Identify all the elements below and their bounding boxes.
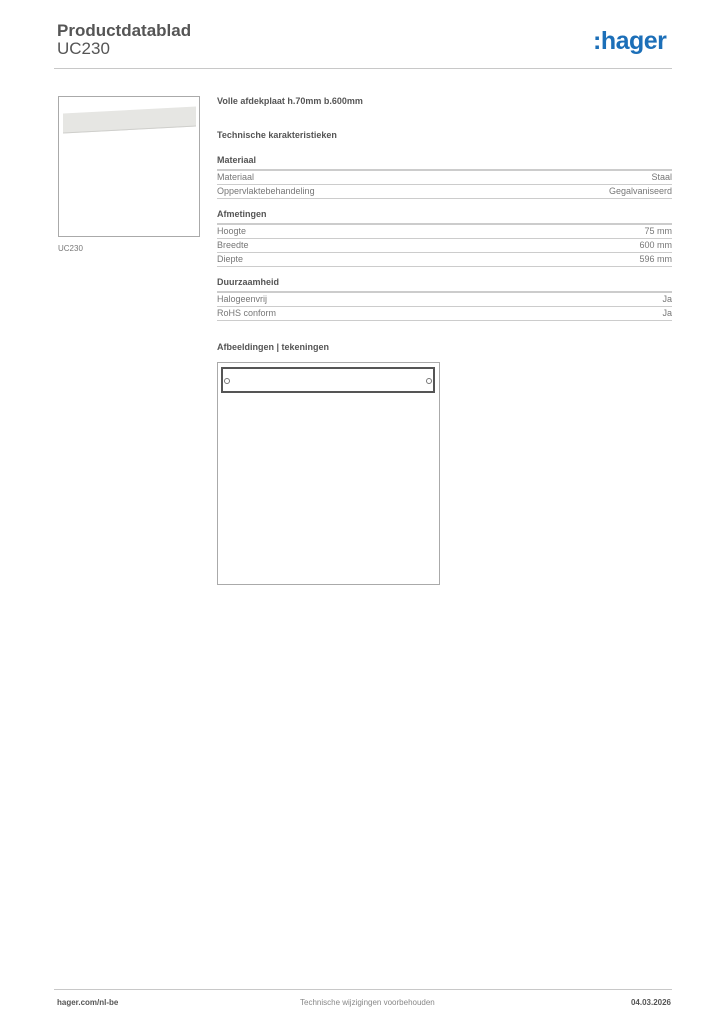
spec-row [217, 253, 672, 267]
spec-group-materiaal [217, 155, 672, 199]
spec-group-title: Materiaal [217, 155, 672, 171]
spec-value: Gegalvaniseerd [608, 186, 672, 196]
spec-row [217, 171, 672, 185]
spec-group-title: Duurzaamheid [217, 277, 672, 293]
spec-group-title: Afmetingen [217, 209, 672, 225]
spec-label: Halogeenvrij [217, 294, 268, 304]
page-title: Productdatablad [57, 21, 192, 40]
spec-value: Ja [662, 294, 672, 304]
spec-group-afmetingen [217, 209, 672, 267]
spec-group-duurzaamheid [217, 277, 672, 321]
mounting-hole [426, 378, 432, 384]
cover-plate-photo [63, 107, 196, 134]
spec-value: 600 mm [639, 240, 672, 250]
drawings-heading: Afbeeldingen | tekeningen [217, 342, 330, 352]
plate-outline [221, 367, 435, 393]
spec-row [217, 307, 672, 321]
spec-row [217, 225, 672, 239]
spec-label: Diepte [217, 254, 244, 264]
spec-value: 75 mm [644, 226, 672, 236]
technical-drawing [217, 362, 440, 585]
product-code: UC230 [57, 39, 110, 58]
spec-row [217, 293, 672, 307]
spec-label: RoHS conform [217, 308, 277, 318]
spec-label: Breedte [217, 240, 249, 250]
spec-row [217, 185, 672, 199]
footer-date: 04.03.2026 [630, 998, 671, 1007]
mounting-hole [224, 378, 230, 384]
product-image-caption: UC230 [58, 244, 83, 253]
spec-row [217, 239, 672, 253]
hager-logo: :hager [593, 27, 667, 55]
spec-value: Staal [651, 172, 672, 182]
footer-divider [54, 989, 672, 990]
product-name: Volle afdekplaat h.70mm b.600mm [217, 96, 363, 106]
product-image [58, 96, 200, 237]
spec-value: Ja [662, 308, 672, 318]
spec-value: 596 mm [639, 254, 672, 264]
spec-label: Oppervlaktebehandeling [217, 186, 315, 196]
footer-disclaimer: Technische wijzigingen voorbehouden [300, 998, 435, 1007]
spec-label: Hoogte [217, 226, 247, 236]
spec-label: Materiaal [217, 172, 255, 182]
header-divider [54, 68, 672, 69]
specs-heading: Technische karakteristieken [217, 130, 337, 140]
footer-website: hager.com/nl-be [57, 998, 119, 1007]
